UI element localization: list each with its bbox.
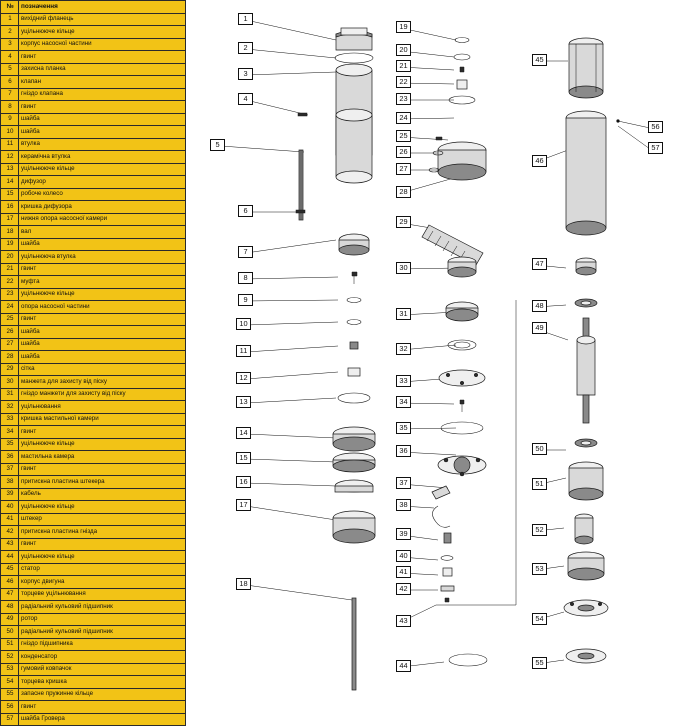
legend-row-number: 28 xyxy=(1,351,19,364)
legend-row-number: 24 xyxy=(1,301,19,314)
callout-number[interactable]: 17 xyxy=(236,499,251,511)
legend-row-label: уцільнююче кільце xyxy=(19,288,186,301)
legend-row-number: 32 xyxy=(1,401,19,414)
legend-row[interactable] xyxy=(1,388,186,401)
legend-row-number: 23 xyxy=(1,288,19,301)
legend-row[interactable] xyxy=(1,13,186,26)
callout-number[interactable]: 15 xyxy=(236,452,251,464)
legend-row-number: 42 xyxy=(1,526,19,539)
legend-row-number: 13 xyxy=(1,163,19,176)
legend-row[interactable] xyxy=(1,626,186,639)
legend-row[interactable] xyxy=(1,463,186,476)
legend-row-label: гумовий ковпачок xyxy=(19,663,186,676)
legend-row-label: кришка дифузора xyxy=(19,201,186,214)
legend-row-label: дифузор xyxy=(19,176,186,189)
legend-row[interactable] xyxy=(1,451,186,464)
callout-number[interactable]: 11 xyxy=(236,345,251,357)
legend-row-number: 17 xyxy=(1,213,19,226)
legend-row[interactable] xyxy=(1,613,186,626)
callout-number[interactable]: 20 xyxy=(396,44,411,56)
legend-row[interactable] xyxy=(1,313,186,326)
callout-number[interactable]: 40 xyxy=(396,550,411,562)
callout-number[interactable]: 35 xyxy=(396,422,411,434)
legend-row-number: 2 xyxy=(1,26,19,39)
legend-row-label: торцеве уцільнювання xyxy=(19,588,186,601)
legend-row-number: 6 xyxy=(1,76,19,89)
legend-row-label: уцільнююче кільце xyxy=(19,501,186,514)
part-group-motor-right xyxy=(564,38,608,663)
legend-row-label: гвинт xyxy=(19,101,186,114)
legend-row-number: 43 xyxy=(1,538,19,551)
callout-number[interactable]: 55 xyxy=(532,657,547,669)
legend-row-number: 39 xyxy=(1,488,19,501)
legend-row[interactable] xyxy=(1,576,186,589)
callout-number[interactable]: 13 xyxy=(236,396,251,408)
callout-number[interactable]: 34 xyxy=(396,396,411,408)
legend-row-number: 51 xyxy=(1,638,19,651)
callout-number[interactable]: 46 xyxy=(532,155,547,167)
legend-row-label: конденсатор xyxy=(19,651,186,664)
callout-number[interactable]: 33 xyxy=(396,375,411,387)
legend-row-label: шайба Гровера xyxy=(19,713,186,726)
legend-row-label: муфта xyxy=(19,276,186,289)
legend-row[interactable] xyxy=(1,688,186,701)
legend-row-number: 54 xyxy=(1,676,19,689)
legend-row-number: 26 xyxy=(1,326,19,339)
callout-number[interactable]: 32 xyxy=(396,343,411,355)
callout-number[interactable]: 54 xyxy=(532,613,547,625)
legend-row-label: торцева кришка xyxy=(19,676,186,689)
legend-row[interactable] xyxy=(1,376,186,389)
legend-header-row xyxy=(1,1,186,14)
legend-row-number: 5 xyxy=(1,63,19,76)
legend-row-label: притискна пластина штекера xyxy=(19,476,186,489)
legend-row[interactable] xyxy=(1,513,186,526)
legend-row-label: гвинт xyxy=(19,51,186,64)
legend-rows xyxy=(0,0,186,726)
legend-row-number: 57 xyxy=(1,713,19,726)
legend-row[interactable] xyxy=(1,138,186,151)
callout-number[interactable]: 10 xyxy=(236,318,251,330)
legend-row-label: корпус двигуна xyxy=(19,576,186,589)
callout-number[interactable]: 44 xyxy=(396,660,411,672)
callout-number[interactable]: 8 xyxy=(238,272,253,284)
legend-row-label: шайба xyxy=(19,113,186,126)
callout-number[interactable]: 1 xyxy=(238,13,253,25)
legend-row-label: робоче колесо xyxy=(19,188,186,201)
callout-number[interactable]: 6 xyxy=(238,205,253,217)
callout-number[interactable]: 2 xyxy=(238,42,253,54)
legend-row-number: 9 xyxy=(1,113,19,126)
callout-number[interactable]: 43 xyxy=(396,615,411,627)
legend-row[interactable] xyxy=(1,501,186,514)
legend-row-number: 14 xyxy=(1,176,19,189)
callout-number[interactable]: 37 xyxy=(396,477,411,489)
legend-row[interactable] xyxy=(1,413,186,426)
legend-row-number: 25 xyxy=(1,313,19,326)
legend-row-number: 30 xyxy=(1,376,19,389)
legend-row-label: уцільнююче кільце xyxy=(19,163,186,176)
legend-row-label: опора насосної частини xyxy=(19,301,186,314)
legend-row[interactable] xyxy=(1,638,186,651)
legend-row[interactable] xyxy=(1,251,186,264)
legend-row[interactable] xyxy=(1,51,186,64)
legend-row-number: 45 xyxy=(1,563,19,576)
callout-number[interactable]: 57 xyxy=(648,142,663,154)
callout-number[interactable]: 42 xyxy=(396,583,411,595)
legend-row-label: статор xyxy=(19,563,186,576)
legend-row[interactable] xyxy=(1,538,186,551)
legend-row[interactable] xyxy=(1,213,186,226)
legend-row-number: 36 xyxy=(1,451,19,464)
legend-row[interactable] xyxy=(1,163,186,176)
legend-row[interactable] xyxy=(1,338,186,351)
legend-row[interactable] xyxy=(1,238,186,251)
callout-number[interactable]: 16 xyxy=(236,476,251,488)
legend-row[interactable] xyxy=(1,101,186,114)
legend-row[interactable] xyxy=(1,401,186,414)
legend-row-label: шайба xyxy=(19,126,186,139)
callout-number[interactable]: 22 xyxy=(396,76,411,88)
legend-row[interactable] xyxy=(1,126,186,139)
callout-number[interactable]: 27 xyxy=(396,163,411,175)
callout-number[interactable]: 25 xyxy=(396,130,411,142)
legend-row-label: шайба xyxy=(19,338,186,351)
legend-header-label: позначення xyxy=(19,1,186,14)
legend-row-label: гвинт xyxy=(19,263,186,276)
callout-number[interactable]: 29 xyxy=(396,216,411,228)
legend-row[interactable] xyxy=(1,363,186,376)
legend-row[interactable] xyxy=(1,476,186,489)
legend-row-number: 44 xyxy=(1,551,19,564)
legend-row[interactable] xyxy=(1,188,186,201)
callout-number[interactable]: 3 xyxy=(238,68,253,80)
legend-row-number: 38 xyxy=(1,476,19,489)
legend-row-label: кабель xyxy=(19,488,186,501)
legend-row-label: гвинт xyxy=(19,313,186,326)
legend-row[interactable] xyxy=(1,351,186,364)
legend-row[interactable] xyxy=(1,151,186,164)
legend-row-number: 35 xyxy=(1,438,19,451)
legend-row-label: захисна планка xyxy=(19,63,186,76)
callout-number[interactable]: 12 xyxy=(236,372,251,384)
legend-row-number: 4 xyxy=(1,51,19,64)
callout-number[interactable]: 53 xyxy=(532,563,547,575)
callout-number[interactable]: 48 xyxy=(532,300,547,312)
legend-row-label: нижня опора насосної камери xyxy=(19,213,186,226)
legend-row-number: 20 xyxy=(1,251,19,264)
callout-number[interactable]: 9 xyxy=(238,294,253,306)
legend-row-number: 27 xyxy=(1,338,19,351)
exploded-parts-diagram xyxy=(186,0,700,700)
legend-row[interactable] xyxy=(1,713,186,726)
callout-number[interactable]: 31 xyxy=(396,308,411,320)
callout-number[interactable]: 19 xyxy=(396,21,411,33)
legend-row-number: 22 xyxy=(1,276,19,289)
leader-lines-col1 xyxy=(221,20,352,600)
legend-row-number: 49 xyxy=(1,613,19,626)
legend-row-label: радіальний кульовий підшипник xyxy=(19,626,186,639)
callout-number[interactable]: 7 xyxy=(238,246,253,258)
legend-row-label: кришка мастильної камери xyxy=(19,413,186,426)
legend-row-label: сітка xyxy=(19,363,186,376)
callout-number[interactable]: 51 xyxy=(532,478,547,490)
legend-row[interactable] xyxy=(1,526,186,539)
callout-number[interactable]: 39 xyxy=(396,528,411,540)
legend-row-number: 3 xyxy=(1,38,19,51)
legend-row-number: 19 xyxy=(1,238,19,251)
callout-number[interactable]: 52 xyxy=(532,524,547,536)
legend-row-label: штекер xyxy=(19,513,186,526)
legend-row[interactable] xyxy=(1,38,186,51)
callout-number[interactable]: 4 xyxy=(238,93,253,105)
legend-row-label: уцільнююче кільце xyxy=(19,438,186,451)
legend-row-label: запасне пружинне кільце xyxy=(19,688,186,701)
legend-row[interactable] xyxy=(1,488,186,501)
callout-number[interactable]: 36 xyxy=(396,445,411,457)
legend-row-number: 11 xyxy=(1,138,19,151)
legend-row[interactable] xyxy=(1,563,186,576)
legend-row-label: манжета для захисту від піску xyxy=(19,376,186,389)
legend-row-number: 37 xyxy=(1,463,19,476)
legend-row-number: 34 xyxy=(1,426,19,439)
callout-number[interactable]: 28 xyxy=(396,186,411,198)
legend-row[interactable] xyxy=(1,113,186,126)
legend-row[interactable] xyxy=(1,326,186,339)
callout-number[interactable]: 5 xyxy=(210,139,225,151)
legend-row-number: 50 xyxy=(1,626,19,639)
legend-row[interactable] xyxy=(1,88,186,101)
legend-row-label: гвинт xyxy=(19,538,186,551)
legend-row[interactable] xyxy=(1,438,186,451)
part-group-motor-top xyxy=(422,38,487,667)
legend-row[interactable] xyxy=(1,651,186,664)
legend-row-label: уцільнювання xyxy=(19,401,186,414)
legend-row-number: 56 xyxy=(1,701,19,714)
legend-row-label: корпус насосної частини xyxy=(19,38,186,51)
legend-row-number: 46 xyxy=(1,576,19,589)
callout-number[interactable]: 14 xyxy=(236,427,251,439)
legend-row-label: гніздо клапана xyxy=(19,88,186,101)
legend-row-number: 55 xyxy=(1,688,19,701)
legend-row[interactable] xyxy=(1,588,186,601)
legend-row-number: 41 xyxy=(1,513,19,526)
legend-row-label: клапан xyxy=(19,76,186,89)
legend-row-label: гніздо підшипника xyxy=(19,638,186,651)
legend-row-number: 40 xyxy=(1,501,19,514)
callout-number[interactable]: 24 xyxy=(396,112,411,124)
legend-row[interactable] xyxy=(1,176,186,189)
legend-row-number: 16 xyxy=(1,201,19,214)
legend-row[interactable] xyxy=(1,276,186,289)
diagram-vectors xyxy=(186,0,700,700)
legend-row-number: 12 xyxy=(1,151,19,164)
legend-row-number: 47 xyxy=(1,588,19,601)
legend-row[interactable] xyxy=(1,551,186,564)
legend-header-num: № xyxy=(1,1,19,14)
legend-table xyxy=(0,0,186,726)
callout-number[interactable]: 23 xyxy=(396,93,411,105)
legend-row[interactable] xyxy=(1,226,186,239)
callout-number[interactable]: 30 xyxy=(396,262,411,274)
legend-row-label: гніздо манжети для захисту від піску xyxy=(19,388,186,401)
legend-row-number: 29 xyxy=(1,363,19,376)
legend-row-number: 52 xyxy=(1,651,19,664)
legend-row-label: гвинт xyxy=(19,463,186,476)
legend-row-number: 18 xyxy=(1,226,19,239)
legend-row-label: втулка xyxy=(19,138,186,151)
legend-row[interactable] xyxy=(1,663,186,676)
legend-row-label: радіальний кульовий підшипник xyxy=(19,601,186,614)
callout-number[interactable]: 50 xyxy=(532,443,547,455)
legend-row-number: 31 xyxy=(1,388,19,401)
legend-row[interactable] xyxy=(1,676,186,689)
legend-row-number: 21 xyxy=(1,263,19,276)
callout-number[interactable]: 26 xyxy=(396,146,411,158)
callout-number[interactable]: 45 xyxy=(532,54,547,66)
callout-number[interactable]: 49 xyxy=(532,322,547,334)
legend-row[interactable] xyxy=(1,301,186,314)
legend-row[interactable] xyxy=(1,201,186,214)
legend-row[interactable] xyxy=(1,701,186,714)
legend-row-label: шайба xyxy=(19,326,186,339)
legend-row-label: шайба xyxy=(19,238,186,251)
legend-row-label: гвинт xyxy=(19,701,186,714)
legend-row-label: ротор xyxy=(19,613,186,626)
legend-row-number: 33 xyxy=(1,413,19,426)
legend-row[interactable] xyxy=(1,76,186,89)
callout-number[interactable]: 56 xyxy=(648,121,663,133)
part-group-pump-assembly xyxy=(296,28,375,690)
legend-row[interactable] xyxy=(1,601,186,614)
callout-number[interactable]: 18 xyxy=(236,578,251,590)
legend-row-number: 10 xyxy=(1,126,19,139)
legend-row-label: вал xyxy=(19,226,186,239)
callout-number[interactable]: 38 xyxy=(396,499,411,511)
legend-row-label: мастильна камера xyxy=(19,451,186,464)
legend-row[interactable] xyxy=(1,26,186,39)
legend-row[interactable] xyxy=(1,426,186,439)
legend-row-label: уцільнююче кільце xyxy=(19,551,186,564)
callout-number[interactable]: 47 xyxy=(532,258,547,270)
legend-row-label: притискна пластина гнізда xyxy=(19,526,186,539)
callout-number[interactable]: 41 xyxy=(396,566,411,578)
legend-row-number: 8 xyxy=(1,101,19,114)
legend-row[interactable] xyxy=(1,263,186,276)
legend-row-label: керамічна втулка xyxy=(19,151,186,164)
legend-row-label: уцільнююче кільце xyxy=(19,26,186,39)
callout-number[interactable]: 21 xyxy=(396,60,411,72)
legend-row-number: 7 xyxy=(1,88,19,101)
legend-row-label: вихідний фланець xyxy=(19,13,186,26)
legend-row-number: 15 xyxy=(1,188,19,201)
legend-row-number: 1 xyxy=(1,13,19,26)
legend-row[interactable] xyxy=(1,288,186,301)
legend-row-number: 48 xyxy=(1,601,19,614)
legend-row-label: гвинт xyxy=(19,426,186,439)
legend-row-label: шайба xyxy=(19,351,186,364)
legend-row-number: 53 xyxy=(1,663,19,676)
legend-row[interactable] xyxy=(1,63,186,76)
legend-row-label: уцільнююча втулка xyxy=(19,251,186,264)
